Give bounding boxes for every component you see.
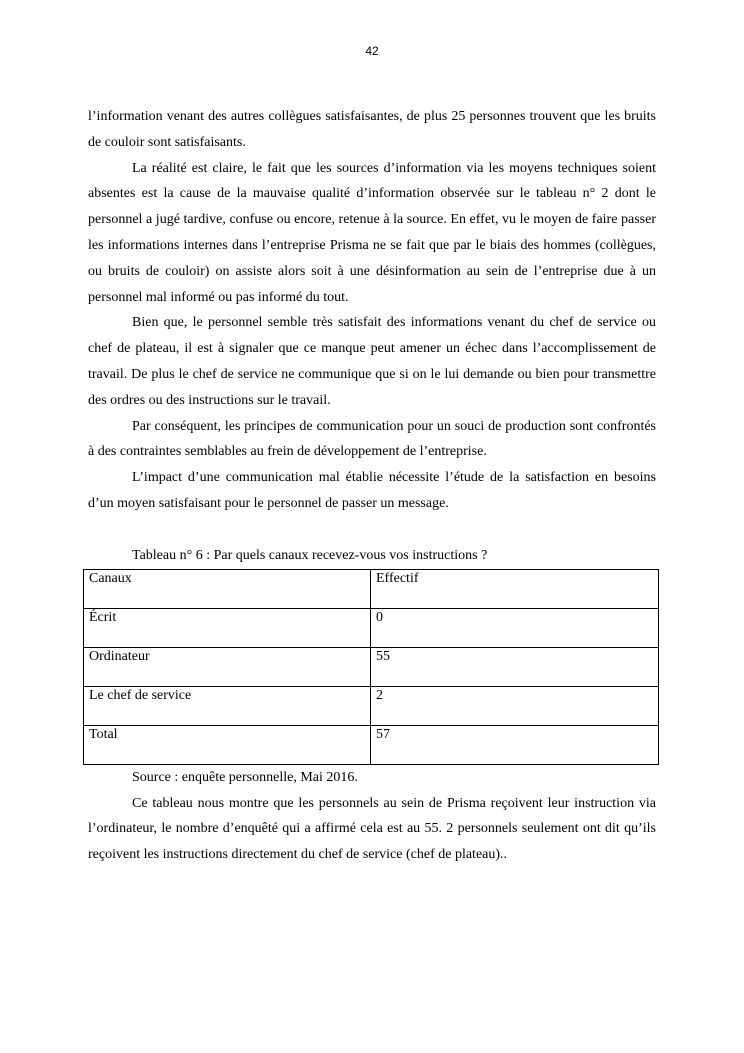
channels-table [83,569,659,765]
paragraph: Par conséquent, les principes de communication pour un souci de production sont confrontés à des contraintes semblables au frein de développement de l’entreprise. [88,418,656,460]
paragraph: Ce tableau nous montre que les personnels au sein de Prisma reçoivent leur instruction via l’ordinateur, le nombre d’enquêté qui a affirmé cela est au 55. 2 personnels seulement ont dit qu’ils reçoivent les instructions directement du chef de service (chef de plateau).. [88,795,656,863]
table-cell-count: 55 [371,647,659,686]
table-cell-channel: Ordinateur [84,647,371,686]
table-row [84,647,659,686]
table-row [84,686,659,725]
header-cell-effectif: Effectif [371,569,659,608]
paragraph: Bien que, le personnel semble très satisfait des informations venant du chef de service ou chef de plateau, il est à signaler que ce manque peut amener un échec dans l’accomplissement de travail. De plus le chef de service ne communique que si on le lui demande ou bien pour transmettre des ordres ou des instructions sur le travail. [88,315,656,408]
header-cell-canaux: Canaux [84,569,371,608]
paragraph: l’information venant des autres collègues satisfaisantes, de plus 25 personnes trouvent que les bruits de couloir sont satisfaisants. [88,109,656,150]
table-cell-channel: Le chef de service [84,686,371,725]
paragraph: La réalité est claire, le fait que les sources d’information via les moyens techniques soient absentes est la cause de la mauvaise qualité d’information observée sur le tableau n° 2 dont le personnel a jugé tardive, confuse ou encore, retenue à la source. En effet, vu le moyen de faire passer les informations internes dans l’entreprise Prisma ne se fait que par le biais des hommes (collègues, ou bruits de couloir) on assiste alors soit à une désinformation au sein de l’entreprise due à un personnel mal informé ou pas informé du tout. [88,160,656,305]
table-cell-count: 57 [371,725,659,764]
paragraph: L’impact d’une communication mal établie nécessite l’étude de la satisfaction en besoins d’un moyen satisfaisant pour le personnel de passer un message. [88,470,656,511]
spacer [88,517,656,543]
table-caption: Tableau n° 6 : Par quels canaux recevez-vous vos instructions ? [132,547,488,563]
page-number: 42 [365,44,379,58]
document-body [88,104,656,868]
table-cell-count: 0 [371,608,659,647]
table-cell-channel: Total [84,725,371,764]
table-cell-count: 2 [371,686,659,725]
table-row [84,608,659,647]
table-source: Source : enquête personnelle, Mai 2016. [132,769,358,785]
table-cell-channel: Écrit [84,608,371,647]
table-header-row [84,569,659,608]
table-row-total [84,725,659,764]
